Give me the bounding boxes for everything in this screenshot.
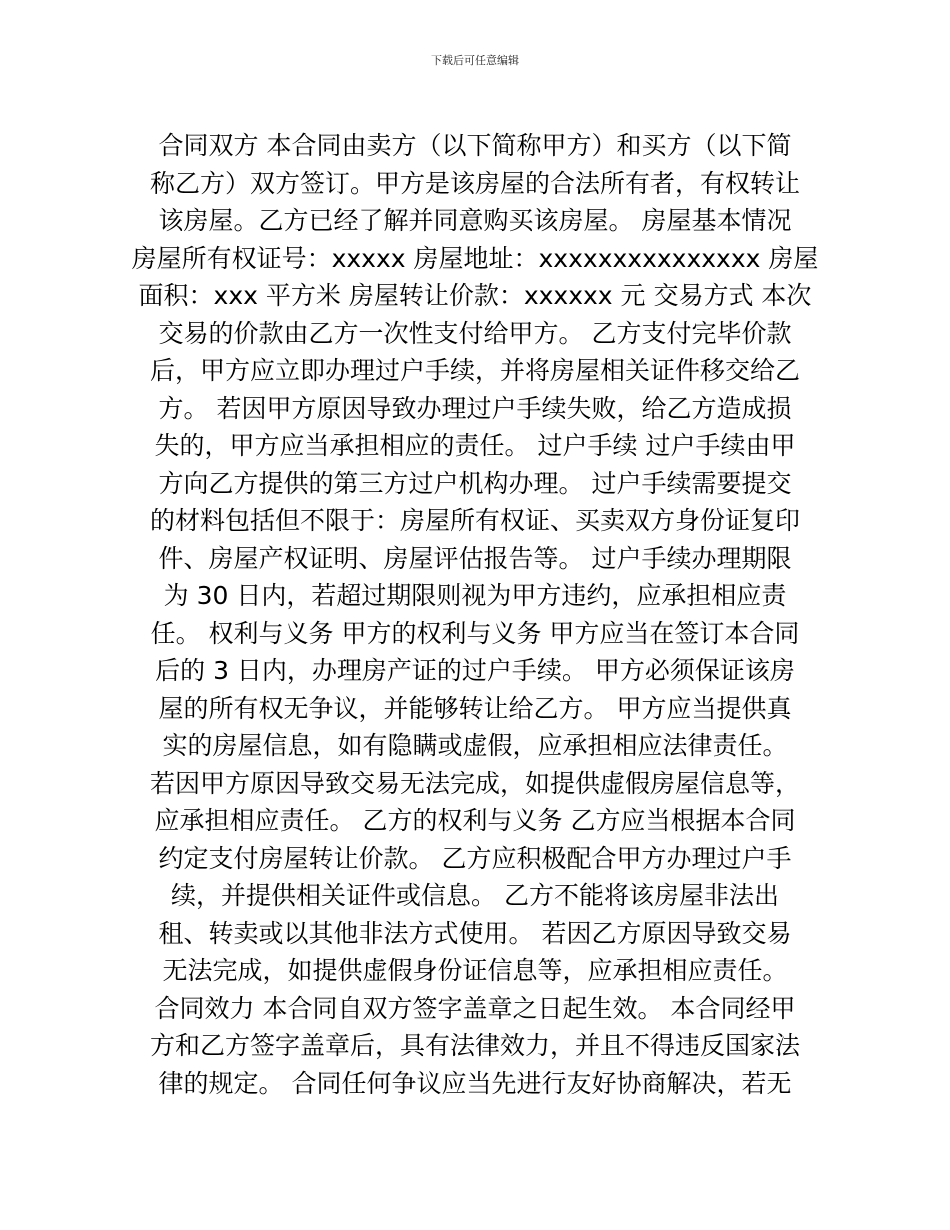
text-line: 交易的价款由乙方一次性支付给甲方。 乙方支付完毕价款 xyxy=(158,318,792,348)
text-line: 合同双方 本合同由卖方（以下简称甲方）和买方（以下简 xyxy=(158,131,792,160)
text-line: 若因甲方原因导致交易无法完成，如提供虚假房屋信息等， xyxy=(149,768,800,798)
text-line: 实的房屋信息，如有隐瞒或虚假，应承担相应法律责任。 xyxy=(162,731,788,760)
text-line: 应承担相应责任。 乙方的权利与义务 乙方应当根据本合同 xyxy=(154,806,796,835)
text-line: 任。 权利与义务 甲方的权利与义务 甲方应当在签订本合同 xyxy=(150,618,800,648)
text-line: 合同效力 本合同自双方签字盖章之日起生效。 本合同经甲 xyxy=(154,993,796,1023)
text-line: 房屋所有权证号：xxxxx 房屋地址：xxxxxxxxxxxxxxx 房屋 xyxy=(131,243,819,273)
text-line: 失的，甲方应当承担相应的责任。 过户手续 过户手续由甲 xyxy=(154,431,796,460)
text-line: 称乙方）双方签订。甲方是该房屋的合法所有者，有权转让 xyxy=(149,168,800,198)
text-line: 后，甲方应立即办理过户手续，并将房屋相关证件移交给乙 xyxy=(149,356,800,385)
text-line: 方向乙方提供的第三方过户机构办理。 过户手续需要提交 xyxy=(158,468,792,498)
text-line: 件、房屋产权证明、房屋评估报告等。 过户手续办理期限 xyxy=(158,543,792,573)
text-line: 的材料包括但不限于：房屋所有权证、买卖双方身份证复印 xyxy=(149,506,800,535)
text-line: 续，并提供相关证件或信息。 乙方不能将该房屋非法出 xyxy=(171,881,779,910)
text-line: 方和乙方签字盖章后，具有法律效力，并且不得违反国家法 xyxy=(149,1031,800,1060)
contract-body xyxy=(110,127,840,1102)
text-line: 律的规定。 合同任何争议应当先进行友好协商解决，若无 xyxy=(158,1068,792,1098)
text-line: 屋的所有权无争议，并能够转让给乙方。 甲方应当提供真 xyxy=(158,693,792,723)
text-line: 为 30 日内，若超过期限则视为甲方违约，应承担相应责 xyxy=(163,581,787,610)
text-line: 该房屋。乙方已经了解并同意购买该房屋。 房屋基本情况 xyxy=(158,206,792,235)
text-line: 约定支付房屋转让价款。 乙方应积极配合甲方办理过户手 xyxy=(158,843,792,873)
text-line: 面积：xxx 平方米 房屋转让价款：xxxxxx 元 交易方式 本次 xyxy=(138,281,812,310)
text-line: 无法完成，如提供虚假身份证信息等，应承担相应责任。 xyxy=(162,956,788,985)
text-line: 后的 3 日内，办理房产证的过户手续。 甲方必须保证该房 xyxy=(155,656,795,685)
text-line: 租、转卖或以其他非法方式使用。 若因乙方原因导致交易 xyxy=(158,918,792,948)
text-line: 方。 若因甲方原因导致办理过户手续失败，给乙方造成损 xyxy=(158,393,792,423)
page-header-note: 下载后可任意编辑 xyxy=(431,54,519,67)
